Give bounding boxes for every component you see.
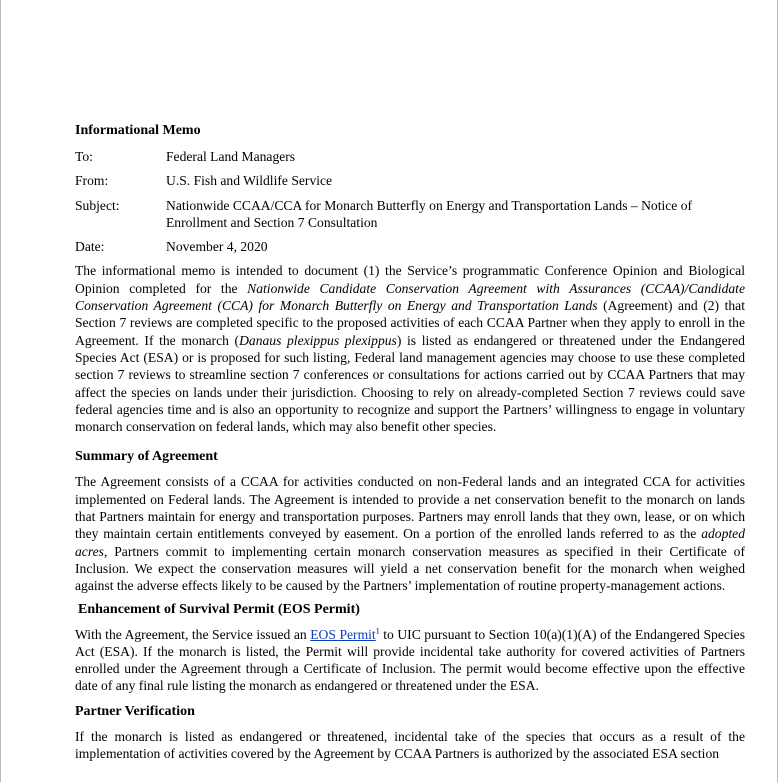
date-label: Date: [75, 239, 105, 255]
to-row [75, 148, 745, 165]
partner-paragraph: If the monarch is listed as endangered or threatened, incidental take of the species that occurs as a result of the implementation of activities covered by the Agreement by CCAA Partners is authorized by the associated ESA section [75, 728, 745, 762]
eos-permit-link[interactable]: EOS Permit [310, 626, 376, 642]
summary-heading: Summary of Agreement [75, 449, 218, 465]
eos-paragraph: With the Agreement, the Service issued an EOS Permit$^1$ to UIC pursuant to Section 10(a)(1)(A) of the Endangered Species Act (ESA). If the monarch is listed, the Permit will provide incidental take authority for covered activities of Partners enrolled under the Agreement through a Certificate of Inclusion. The permit would become effective upon the effective date of any final rule listing the monarch as endangered or threatened under the ESA. [75, 626, 745, 694]
from-row [75, 172, 745, 189]
subject-row [75, 197, 745, 232]
agreement-title: Nationwide Candidate Conservation Agreement with Assurances (CCAA)/Candidate Conservation Agreement (CCA) for Monarch Butterfly on Energy and Transportation Lands [75, 280, 745, 314]
date-value: November 4, 2020 [166, 239, 268, 255]
from-value: U.S. Fish and Wildlife Service [166, 173, 333, 189]
species-name: Danaus plexippus plexippus [239, 332, 397, 348]
subject-value: Nationwide CCAA/CCA for Monarch Butterfly on Energy and Transportation Lands – Notice of Enrollment and Section 7 Consultation [166, 197, 693, 230]
footnote-marker[interactable]: 1 [375, 626, 380, 635]
eos-heading: Enhancement of Survival Permit (EOS Permit) [78, 601, 360, 617]
subject-label: Subject: [75, 197, 120, 213]
summary-paragraph: The Agreement consists of a CCAA for activities conducted on non-Federal lands and an integrated CCA for activities implemented on Federal lands. The Agreement is intended to provide a net conservation benefit to the monarch on lands that Partners maintain for energy and transportation purposes. Partners may enroll lands that they own, lease, or on which they maintain certain entitlements conveyed by easement. On a portion of the enrolled lands referred to as the adopted acres, Partners commit to implementing certain monarch conservation measures as specified in their Certificate of Inclusion. We expect the conservation measures will yield a net conservation benefit for the monarch when weighed against the adverse effects likely to be caused by the Partners’ implementation of routine property-management actions. [75, 474, 745, 594]
from-label: From: [75, 173, 109, 189]
to-value: Federal Land Managers [166, 149, 296, 164]
to-label: To: [75, 149, 93, 164]
intro-paragraph: The informational memo is intended to document (1) the Service’s programmatic Conference Opinion and Biological Opinion completed for the Nationwide Candidate Conservation Agreement with Assurances (CCAA)/Candidate Conservation Agreement (CCA) for Monarch Butterfly on Energy and Transportation Lands (Agreement) and (2) that Section 7 reviews are completed specific to the proposed activities of each CCAA Partner when they apply to enroll in the Agreement. If the monarch (Danaus plexippus plexippus) is listed as endangered or threatened under the Endangered Species Act (ESA) or is proposed for such listing, Federal land management agencies may choose to use these completed section 7 reviews to streamline section 7 conferences or consultations for actions carried out by CCAA Partners that may affect the species on lands under their jurisdiction. Choosing to rely on already-completed Section 7 reviews could save federal agencies time and is also an opportunity to recognize and support the Partners’ willingness to engage in voluntary monarch conservation on federal lands, which may also benefit other species. [75, 263, 745, 435]
memo-body [75, 122, 745, 762]
memo-heading: Informational Memo [75, 123, 201, 138]
adopted-acres-term: adopted acres [75, 526, 745, 559]
partner-verification-heading: Partner Verification [75, 703, 195, 719]
date-row [75, 238, 745, 255]
